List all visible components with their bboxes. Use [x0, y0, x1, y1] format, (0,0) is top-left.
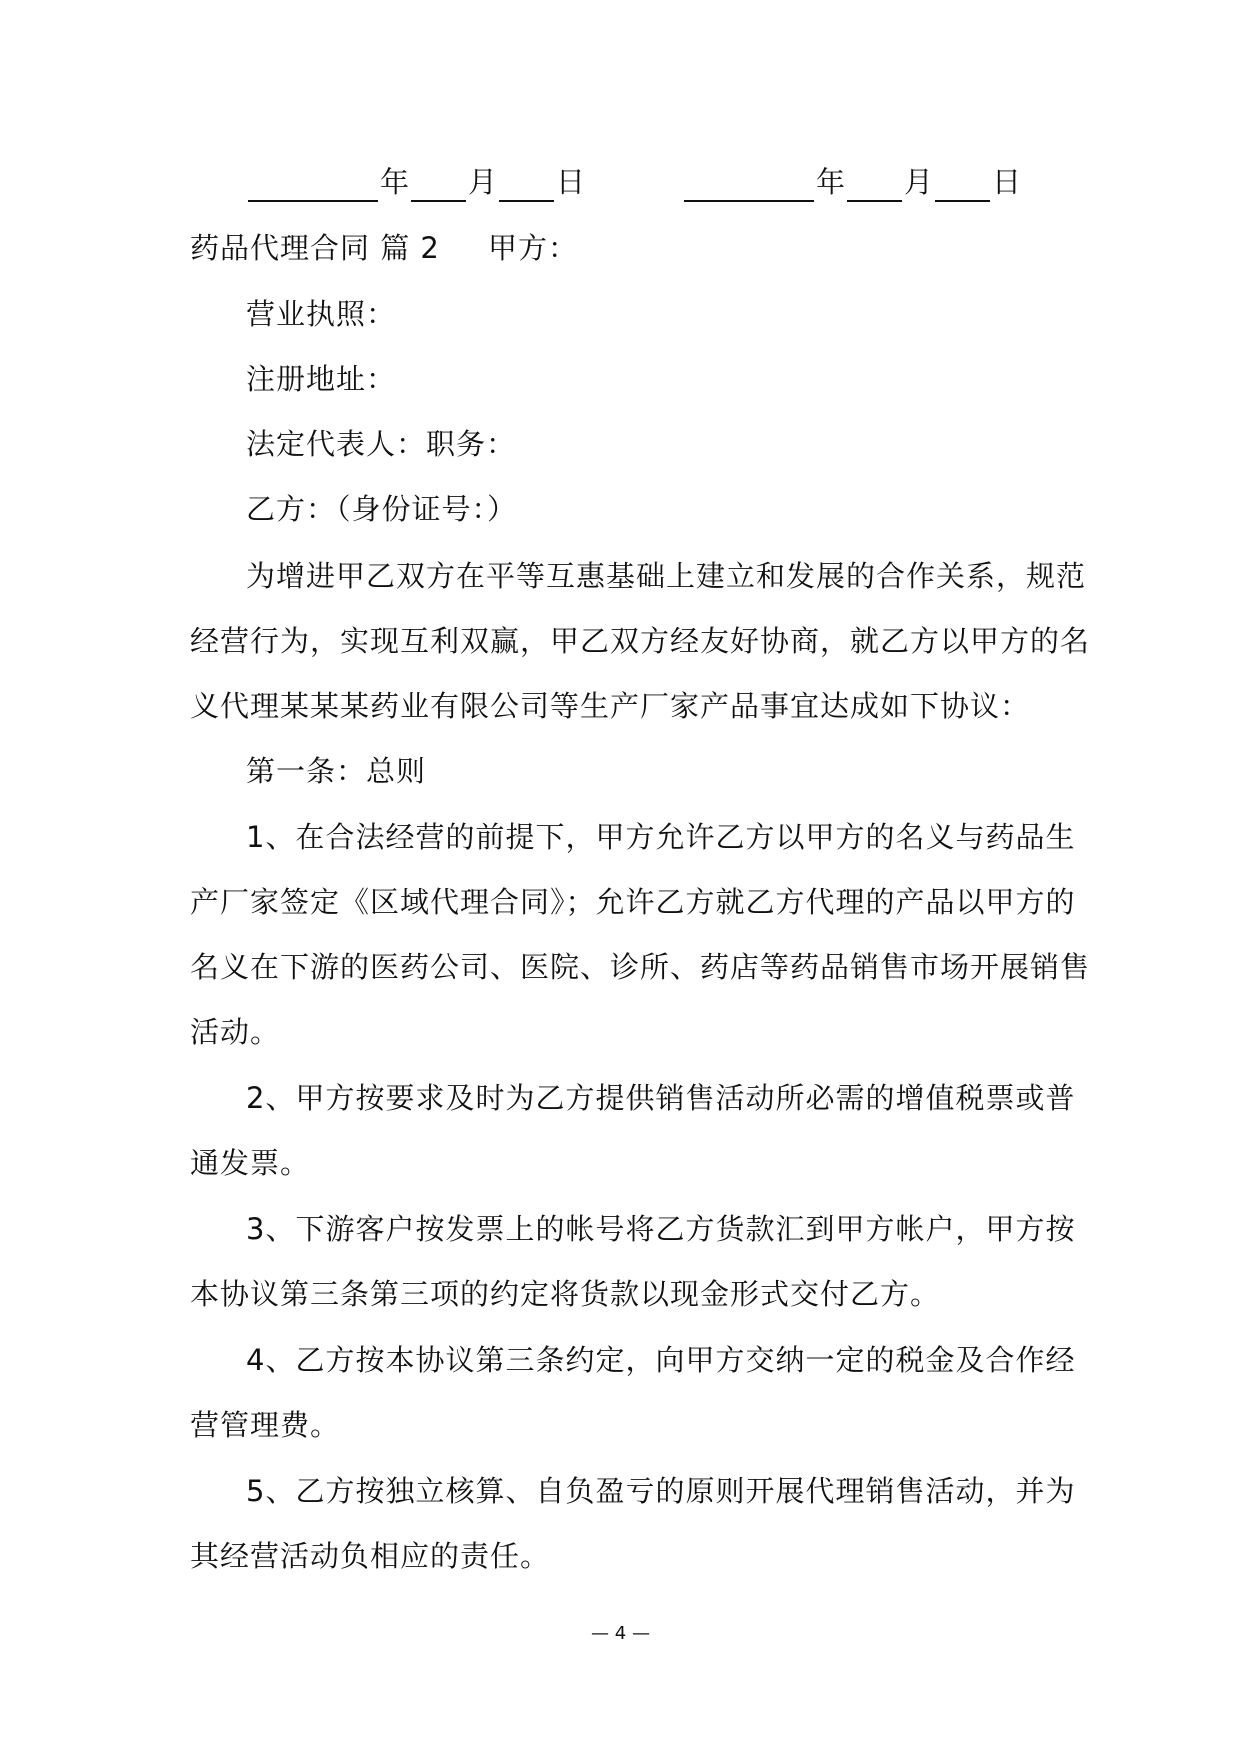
clause-line: 产厂家签定《区域代理合同》；允许乙方就乙方代理的产品以甲方的: [190, 885, 1076, 919]
clause-line: 2、甲方按要求及时为乙方提供销售活动所必需的增值税票或普: [246, 1081, 1076, 1115]
registered-address-field: 注册地址：: [246, 362, 397, 396]
month-label: 月: [904, 165, 934, 199]
clause-line: 5、乙方按独立核算、自负盈亏的原则开展代理销售活动，并为: [246, 1474, 1076, 1508]
month-blank: [411, 170, 466, 202]
clause-line: 本协议第三条第三项的约定将货款以现金形式交付乙方。: [190, 1277, 941, 1311]
clause-line: 营管理费。: [190, 1408, 341, 1442]
party-b-field: 乙方：（身份证号：）: [246, 492, 518, 526]
article-title: 第一条：总则: [246, 754, 427, 788]
month-label: 月: [468, 165, 498, 199]
clause-line: 4、乙方按本协议第三条约定，向甲方交纳一定的税金及合作经: [246, 1343, 1076, 1377]
year-blank: [248, 170, 378, 202]
intro-line: 为增进甲乙双方在平等互惠基础上建立和发展的合作关系，规范: [246, 559, 1087, 593]
clause-line: 3、下游客户按发票上的帐号将乙方货款汇到甲方帐户，甲方按: [246, 1212, 1076, 1246]
clause-line: 名义在下游的医药公司、医院、诊所、药店等药品销售市场开展销售: [190, 950, 1091, 984]
clause-line: 1、在合法经营的前提下，甲方允许乙方以甲方的名义与药品生: [246, 820, 1076, 854]
year-label: 年: [380, 165, 410, 199]
business-license-field: 营业执照：: [246, 297, 397, 331]
date-line-left: [246, 162, 585, 202]
party-a-label: 甲方：: [488, 231, 579, 265]
day-blank: [499, 170, 554, 202]
day-label: 日: [556, 165, 586, 199]
intro-line: 经营行为，实现互利双赢，甲乙双方经友好协商，就乙方以甲方的名: [190, 624, 1091, 658]
day-blank: [935, 170, 990, 202]
contract-heading: [190, 228, 440, 268]
day-label: 日: [992, 165, 1022, 199]
page-number: — 4 —: [591, 1623, 650, 1644]
year-blank: [684, 170, 814, 202]
intro-line: 义代理某某某药业有限公司等生产厂家产品事宜达成如下协议：: [190, 689, 1031, 723]
month-blank: [847, 170, 902, 202]
clause-line: 活动。: [190, 1015, 281, 1049]
contract-title: 药品代理合同 篇 2: [190, 231, 440, 265]
clause-line: 其经营活动负相应的责任。: [190, 1539, 551, 1573]
clause-line: 通发票。: [190, 1146, 311, 1180]
legal-representative-field: 法定代表人：职务：: [246, 427, 517, 461]
date-line-right: [682, 162, 1021, 202]
year-label: 年: [816, 165, 846, 199]
